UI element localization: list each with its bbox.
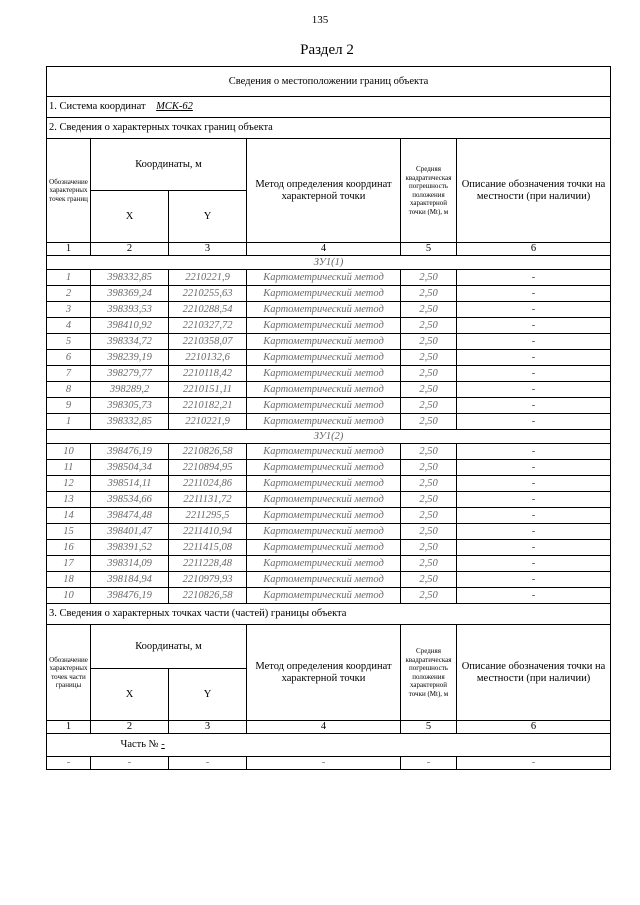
table-title: Сведения о местоположении границ объекта (47, 67, 611, 97)
coord-y: 2210182,21 (169, 398, 247, 414)
error-value: 2,50 (401, 382, 457, 398)
coord-y: 2210826,58 (169, 444, 247, 460)
zone-name: ЗУ1(1) (47, 256, 611, 270)
error-value: 2,50 (401, 540, 457, 556)
table-row (47, 460, 611, 476)
empty-cell: - (91, 757, 169, 770)
column-number: 3 (169, 243, 247, 256)
error-value: 2,50 (401, 366, 457, 382)
coord-x: 398239,19 (91, 350, 169, 366)
description: - (457, 302, 611, 318)
description: - (457, 508, 611, 524)
empty-cell: - (169, 757, 247, 770)
zone-header-row (47, 430, 611, 444)
zone-name: ЗУ1(2) (47, 430, 611, 444)
error-value: 2,50 (401, 556, 457, 572)
column-number: 3 (169, 721, 247, 734)
coord-y: 2211410,94 (169, 524, 247, 540)
empty-cell: - (47, 757, 91, 770)
column-number: 6 (457, 721, 611, 734)
error-value: 2,50 (401, 588, 457, 604)
zone-header-row (47, 256, 611, 270)
header-description-part: Описание обозначения точки на местности (при наличии) (457, 625, 611, 721)
coord-x: 398476,19 (91, 588, 169, 604)
error-value: 2,50 (401, 318, 457, 334)
section3-title: 3. Сведения о характерных точках части (частей) границы объекта (47, 604, 611, 625)
table-row (47, 382, 611, 398)
coord-y: 2210221,9 (169, 270, 247, 286)
point-number: 3 (47, 302, 91, 318)
method: Картометрический метод (247, 460, 401, 476)
part-label: Часть № (120, 739, 159, 750)
boundary-table (46, 66, 611, 770)
column-number: 6 (457, 243, 611, 256)
table-row (47, 492, 611, 508)
coord-x: 398401,47 (91, 524, 169, 540)
table-row (47, 572, 611, 588)
table-row (47, 318, 611, 334)
error-value: 2,50 (401, 508, 457, 524)
description: - (457, 572, 611, 588)
method: Картометрический метод (247, 556, 401, 572)
coord-y: 2210979,93 (169, 572, 247, 588)
method: Картометрический метод (247, 588, 401, 604)
coord-y: 2211024,86 (169, 476, 247, 492)
method: Картометрический метод (247, 508, 401, 524)
point-number: 11 (47, 460, 91, 476)
point-number: 1 (47, 414, 91, 430)
column-number: 4 (247, 243, 401, 256)
coord-x: 398305,73 (91, 398, 169, 414)
description: - (457, 444, 611, 460)
table-row (47, 476, 611, 492)
error-value: 2,50 (401, 398, 457, 414)
column-number: 1 (47, 243, 91, 256)
error-value: 2,50 (401, 572, 457, 588)
error-value: 2,50 (401, 414, 457, 430)
header-x: X (91, 191, 169, 243)
description: - (457, 382, 611, 398)
point-number: 9 (47, 398, 91, 414)
header-point-label-part: Обозначение характерных точек части границы (47, 625, 91, 721)
table-row (47, 444, 611, 460)
column-number: 1 (47, 721, 91, 734)
coord-x: 398279,77 (91, 366, 169, 382)
coord-y: 2210118,42 (169, 366, 247, 382)
method: Картометрический метод (247, 540, 401, 556)
point-number: 8 (47, 382, 91, 398)
column-numbers-row (47, 243, 611, 256)
coord-y: 2211295,5 (169, 508, 247, 524)
method: Картометрический метод (247, 524, 401, 540)
description: - (457, 492, 611, 508)
part-label-cell (91, 734, 611, 757)
section2-title: 2. Сведения о характерных точках границ объекта (47, 118, 611, 139)
coord-y: 2210358,07 (169, 334, 247, 350)
empty-row (47, 757, 611, 770)
column-number: 2 (91, 243, 169, 256)
coord-x: 398332,85 (91, 270, 169, 286)
coord-x: 398474,48 (91, 508, 169, 524)
coord-x: 398410,92 (91, 318, 169, 334)
point-number: 2 (47, 286, 91, 302)
part-value: - (161, 739, 165, 750)
error-value: 2,50 (401, 334, 457, 350)
section-title: Раздел 2 (300, 42, 354, 58)
page-number: 135 (311, 14, 329, 26)
coord-system-label: 1. Система координат (49, 101, 146, 112)
description: - (457, 556, 611, 572)
coord-x: 398476,19 (91, 444, 169, 460)
point-number: 7 (47, 366, 91, 382)
point-number: 14 (47, 508, 91, 524)
point-number: 16 (47, 540, 91, 556)
column-number: 5 (401, 243, 457, 256)
description: - (457, 270, 611, 286)
table-row (47, 588, 611, 604)
method: Картометрический метод (247, 366, 401, 382)
table-row (47, 334, 611, 350)
table-row (47, 540, 611, 556)
point-number: 5 (47, 334, 91, 350)
coord-y: 2210255,63 (169, 286, 247, 302)
point-number: 12 (47, 476, 91, 492)
table-row (47, 302, 611, 318)
table-row (47, 524, 611, 540)
empty-cell: - (401, 757, 457, 770)
method: Картометрический метод (247, 444, 401, 460)
header-method: Метод определения координат характерной точки (247, 139, 401, 243)
table-row (47, 414, 611, 430)
error-value: 2,50 (401, 492, 457, 508)
coord-y: 2210151,11 (169, 382, 247, 398)
error-value: 2,50 (401, 524, 457, 540)
point-number: 17 (47, 556, 91, 572)
header-description: Описание обозначения точки на местности (при наличии) (457, 139, 611, 243)
method: Картометрический метод (247, 398, 401, 414)
column-number: 4 (247, 721, 401, 734)
column-number: 2 (91, 721, 169, 734)
method: Картометрический метод (247, 334, 401, 350)
description: - (457, 414, 611, 430)
description: - (457, 476, 611, 492)
table-row (47, 286, 611, 302)
description: - (457, 286, 611, 302)
description: - (457, 334, 611, 350)
column-numbers-row-part (47, 721, 611, 734)
method: Картометрический метод (247, 476, 401, 492)
method: Картометрический метод (247, 492, 401, 508)
point-number: 13 (47, 492, 91, 508)
coord-x: 398514,11 (91, 476, 169, 492)
error-value: 2,50 (401, 286, 457, 302)
description: - (457, 588, 611, 604)
coord-x: 398334,72 (91, 334, 169, 350)
method: Картометрический метод (247, 270, 401, 286)
header-coords: Координаты, м (91, 139, 247, 191)
error-value: 2,50 (401, 476, 457, 492)
coord-system-value: МСК-62 (156, 101, 193, 112)
method: Картометрический метод (247, 572, 401, 588)
coord-x: 398332,85 (91, 414, 169, 430)
error-value: 2,50 (401, 270, 457, 286)
description: - (457, 524, 611, 540)
description: - (457, 350, 611, 366)
coord-y: 2211415,08 (169, 540, 247, 556)
header-error-part: Средняя квадратическая погрешность положения характерной точки (Mt), м (401, 625, 457, 721)
table-row (47, 508, 611, 524)
empty-cell: - (457, 757, 611, 770)
table-row (47, 270, 611, 286)
point-number: 10 (47, 444, 91, 460)
error-value: 2,50 (401, 460, 457, 476)
coord-y: 2210221,9 (169, 414, 247, 430)
point-number: 1 (47, 270, 91, 286)
coord-y: 2210288,54 (169, 302, 247, 318)
coord-y: 2210894,95 (169, 460, 247, 476)
description: - (457, 318, 611, 334)
coord-x: 398314,09 (91, 556, 169, 572)
table-row (47, 350, 611, 366)
point-number: 18 (47, 572, 91, 588)
coord-y: 2211228,48 (169, 556, 247, 572)
header-point-label: Обозначение характерных точек границ (47, 139, 91, 243)
coord-y: 2210826,58 (169, 588, 247, 604)
point-number: 15 (47, 524, 91, 540)
method: Картометрический метод (247, 414, 401, 430)
header-y: Y (169, 191, 247, 243)
header-x-part: X (91, 669, 169, 721)
method: Картометрический метод (247, 350, 401, 366)
error-value: 2,50 (401, 350, 457, 366)
header-method-part: Метод определения координат характерной точки (247, 625, 401, 721)
point-number: 6 (47, 350, 91, 366)
coord-x: 398391,52 (91, 540, 169, 556)
coord-x: 398289,2 (91, 382, 169, 398)
coord-x: 398369,24 (91, 286, 169, 302)
coord-x: 398393,53 (91, 302, 169, 318)
column-number: 5 (401, 721, 457, 734)
error-value: 2,50 (401, 302, 457, 318)
header-error: Средняя квадратическая погрешность положения характерной точки (Mt), м (401, 139, 457, 243)
description: - (457, 398, 611, 414)
method: Картометрический метод (247, 286, 401, 302)
table-row (47, 556, 611, 572)
header-y-part: Y (169, 669, 247, 721)
coord-system-row (47, 97, 611, 118)
error-value: 2,50 (401, 444, 457, 460)
description: - (457, 460, 611, 476)
method: Картометрический метод (247, 302, 401, 318)
empty-cell: - (247, 757, 401, 770)
method: Картометрический метод (247, 382, 401, 398)
description: - (457, 540, 611, 556)
point-number: 4 (47, 318, 91, 334)
description: - (457, 366, 611, 382)
point-number: 10 (47, 588, 91, 604)
table-row (47, 366, 611, 382)
coord-y: 2210327,72 (169, 318, 247, 334)
table-row (47, 398, 611, 414)
coord-y: 2211131,72 (169, 492, 247, 508)
coord-x: 398534,66 (91, 492, 169, 508)
part-row (47, 734, 611, 757)
coord-x: 398504,34 (91, 460, 169, 476)
method: Картометрический метод (247, 318, 401, 334)
coord-x: 398184,94 (91, 572, 169, 588)
header-coords-part: Координаты, м (91, 625, 247, 669)
coord-y: 2210132,6 (169, 350, 247, 366)
